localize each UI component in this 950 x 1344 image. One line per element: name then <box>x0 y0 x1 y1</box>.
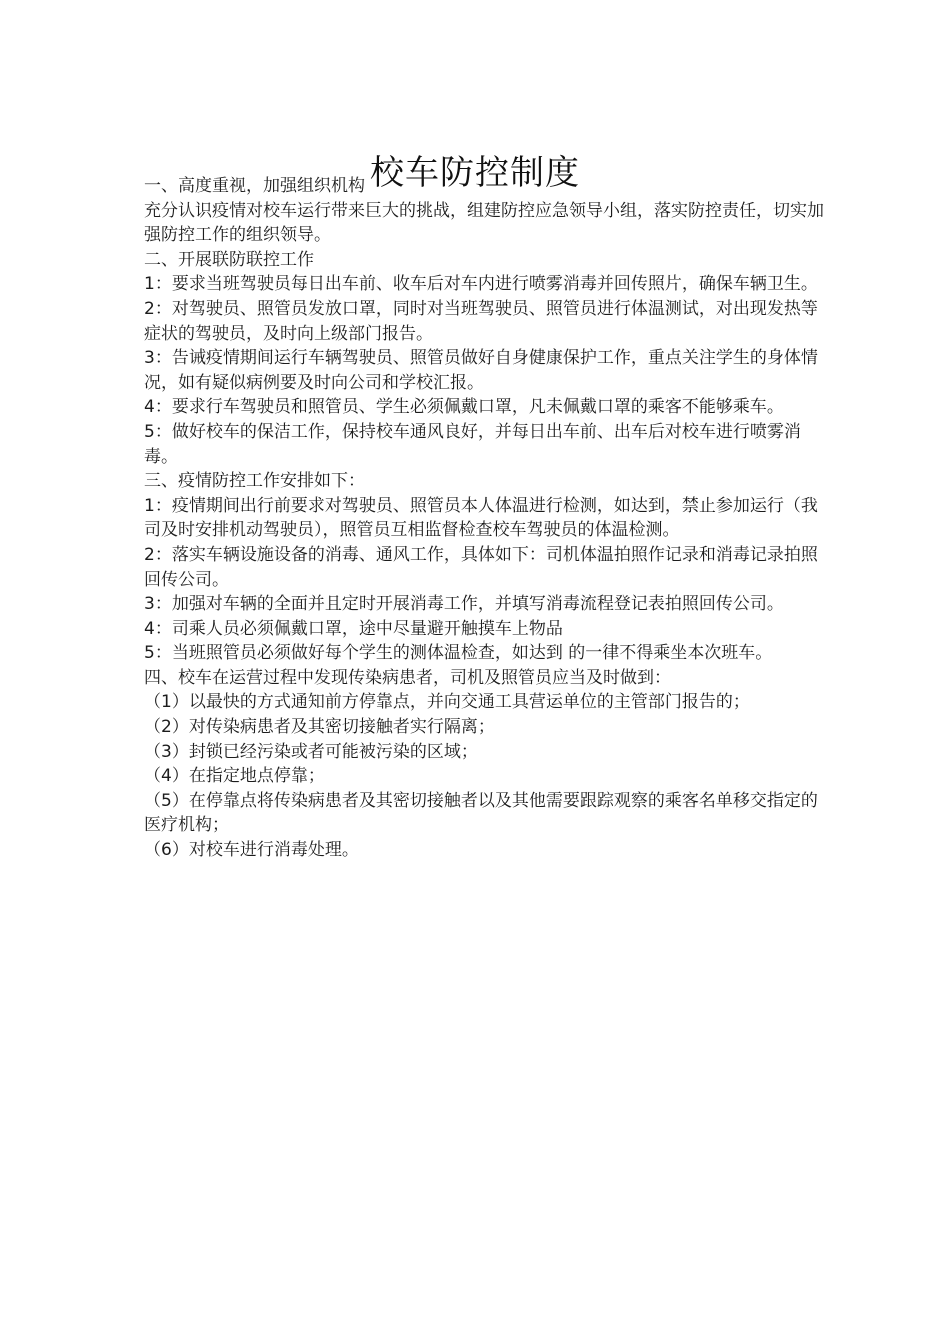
list-item: 4：要求行车驾驶员和照管员、学生必须佩戴口罩，凡未佩戴口罩的乘客不能够乘车。 <box>144 397 784 418</box>
list-item: （4）在指定地点停靠； <box>144 766 325 787</box>
list-item: （2）对传染病患者及其密切接触者实行隔离； <box>144 717 495 738</box>
list-item: 5：做好校车的保洁工作，保持校车通风良好，并每日出车前、出车后对校车进行喷雾消毒。 <box>144 421 801 467</box>
section-heading-2: 二、开展联防联控工作 <box>144 249 314 270</box>
list-item: 3：加强对车辆的全面并且定时开展消毒工作，并填写消毒流程登记表拍照回传公司。 <box>144 594 784 615</box>
list-item: （1）以最快的方式通知前方停靠点，并向交通工具营运单位的主管部门报告的； <box>144 692 750 713</box>
list-item: 5：当班照管员必须做好每个学生的测体温检查，如达到 的一律不得乘坐本次班车。 <box>144 643 773 664</box>
list-item: 1：要求当班驾驶员每日出车前、收车后对车内进行喷雾消毒并回传照片，确保车辆卫生。 <box>144 274 818 295</box>
section-heading-1: 一、高度重视，加强组织机构 <box>144 176 365 196</box>
list-item: （6）对校车进行消毒处理。 <box>144 840 359 861</box>
list-item: 1：疫情期间出行前要求对驾驶员、照管员本人体温进行检测，如达到，禁止参加运行（我司及时安排机动驾驶员），照管员互相监督检查校车驾驶员的体温检测。 <box>144 495 818 541</box>
section-heading-3: 三、疫情防控工作安排如下： <box>144 471 365 492</box>
list-item: （3）封锁已经污染或者可能被污染的区域； <box>144 741 478 762</box>
list-item: 4：司乘人员必须佩戴口罩，途中尽量避开触摸车上物品 <box>144 618 563 639</box>
list-item: （5）在停靠点将传染病患者及其密切接触者以及其他需要跟踪观察的乘客名单移交指定的医疗机构； <box>144 790 818 836</box>
list-item: 2：对驾驶员、照管员发放口罩，同时对当班驾驶员、照管员进行体温测试，对出现发热等症状的驾驶员，及时向上级部门报告。 <box>144 298 818 344</box>
paragraph: 充分认识疫情对校车运行带来巨大的挑战，组建防控应急领导小组，落实防控责任，切实加强防控工作的组织领导。 <box>144 200 824 246</box>
document-body <box>144 174 824 863</box>
document-title: 校车防控制度 <box>370 152 580 193</box>
list-item: 2：落实车辆设施设备的消毒、通风工作，具体如下：司机体温拍照作记录和消毒记录拍照回传公司。 <box>144 544 818 590</box>
section-heading-4: 四、校车在运营过程中发现传染病患者，司机及照管员应当及时做到： <box>144 667 671 688</box>
list-item: 3：告诫疫情期间运行车辆驾驶员、照管员做好自身健康保护工作，重点关注学生的身体情况，如有疑似病例要及时向公司和学校汇报。 <box>144 348 818 393</box>
